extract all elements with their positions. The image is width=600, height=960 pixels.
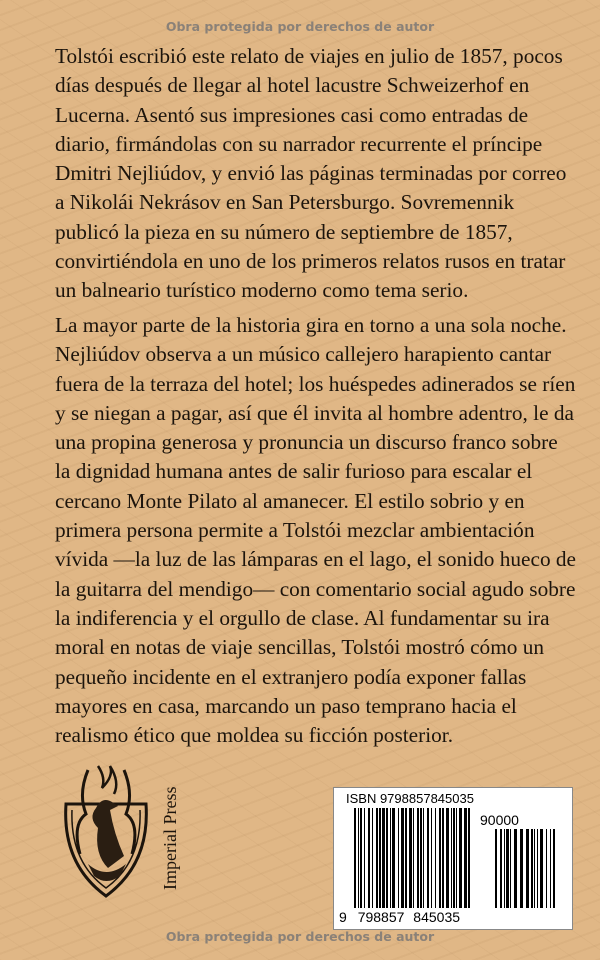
isbn-label: ISBN 9798857845035	[346, 791, 474, 806]
text-line: Dmitri Nejliúdov, y envió las páginas terminadas por correo	[55, 161, 567, 186]
barcode-bar	[459, 808, 462, 908]
barcode-bar	[427, 808, 429, 908]
barcode-bar	[550, 829, 551, 908]
text-line: publicó la pieza en su número de septiembre de 1857,	[55, 219, 513, 244]
text-line: una propina generosa y pronuncia un discurso franco sobre	[55, 430, 558, 455]
description-paragraph-2	[55, 311, 595, 750]
text-line: la indiferencia y el orgullo de clase. Al fundamentar su ira	[55, 605, 550, 630]
barcode-bar	[368, 808, 370, 908]
text-line: La mayor parte de la historia gira en torno a una sola noche.	[55, 313, 567, 337]
text-line: a Nikolái Nekrásov en San Petersburgo. Sovremennik	[55, 190, 515, 215]
barcode-group-1: 798857	[357, 909, 405, 925]
barcode-bar	[500, 829, 502, 908]
barcode-bar	[364, 808, 365, 908]
barcode-bar	[409, 808, 412, 908]
text-line: un balneario turístico moderno como tema serio.	[55, 278, 469, 303]
barcode-bar	[360, 808, 362, 908]
barcode-bar	[453, 808, 455, 908]
price-addon-code: 90000	[480, 812, 519, 828]
isbn-barcode	[333, 787, 573, 930]
barcode-bar	[420, 808, 422, 908]
barcode-bars	[334, 788, 572, 929]
text-line: diario, firmándolas con su narrador recurrente el príncipe	[55, 131, 543, 156]
barcode-bar	[495, 829, 497, 908]
barcode-bar	[417, 808, 419, 908]
barcode-bar	[546, 829, 547, 908]
watermark-top: Obra protegida por derechos de autor	[165, 19, 435, 34]
barcode-bar	[354, 808, 356, 908]
barcode-bar	[520, 829, 523, 908]
barcode-first-digit: 9	[339, 909, 347, 925]
text-line: y se niegan a pagar, así que él invita al hombre adentro, le da	[55, 400, 574, 425]
text-line: pequeño incidente en el extranjero podía exponer fallas	[55, 664, 527, 689]
text-line: días después de llegar al hotel lacustre Schweizerhof en	[55, 73, 530, 98]
text-line: primera persona permite a Tolstói mezclar ambientación	[55, 518, 535, 543]
barcode-bar	[442, 808, 444, 908]
barcode-bar	[531, 829, 533, 908]
barcode-bar	[398, 808, 399, 908]
barcode-bar	[413, 808, 414, 908]
barcode-bar	[446, 808, 449, 908]
text-line: fuera de la terraza del hotel; los huéspedes adinerados se ríen	[55, 371, 576, 396]
text-line: Nejliúdov observa a un músico callejero harapiento cantar	[55, 342, 552, 367]
barcode-bar	[392, 808, 395, 908]
barcode-bar	[464, 808, 467, 908]
text-line: convirtiéndola en uno de los primeros relatos rusos en tratar	[55, 249, 566, 274]
description-paragraph-1	[55, 42, 595, 306]
barcode-bar	[526, 829, 529, 908]
text-line: Lucerna. Asentó sus impresiones casi como entradas de	[55, 102, 529, 127]
barcode-bar	[423, 808, 424, 908]
barcode-bar	[376, 808, 378, 908]
barcode-bar	[382, 808, 385, 908]
barcode-bar	[451, 808, 452, 908]
phoenix-logo-icon	[58, 764, 154, 900]
barcode-bar	[405, 808, 407, 908]
text-line: la guitarra del mendigo— con comentario social agudo sobre	[55, 576, 576, 601]
barcode-bar	[468, 808, 470, 908]
barcode-bar	[372, 808, 373, 908]
barcode-bar	[504, 829, 505, 908]
text-line: vívida —la luz de las lámparas en el lago, el sonido hueco de	[55, 547, 577, 572]
barcode-group-2: 845035	[413, 909, 461, 925]
barcode-bar	[439, 808, 441, 908]
barcode-bar	[506, 829, 509, 908]
barcode-bar	[534, 829, 535, 908]
text-line: la dignidad humana antes de salir furioso para escalar el	[55, 459, 533, 484]
text-line: cercano Monte Pilato al amanecer. El estilo sobrio y en	[55, 488, 525, 513]
publisher-label: Imperial Press	[160, 786, 180, 890]
text-line: Tolstói escribió este relato de viajes en julio de 1857, pocos	[55, 44, 563, 68]
barcode-bar	[390, 808, 391, 908]
barcode-bar	[540, 829, 543, 908]
barcode-bar	[514, 829, 517, 908]
barcode-bar	[431, 808, 432, 908]
barcode-bar	[379, 808, 381, 908]
publisher-name	[152, 786, 192, 890]
text-line: realismo ético que moldea su ficción posterior.	[55, 723, 454, 748]
text-line: mayores en casa, marcando un paso temprano hacia el	[55, 693, 517, 718]
text-line: moral en notas de viaje sencillas, Tolstói mostró cómo un	[55, 635, 545, 660]
barcode-digits	[339, 909, 460, 925]
barcode-bar	[435, 808, 436, 908]
watermark-bottom: Obra protegida por derechos de autor	[165, 929, 435, 944]
barcode-bar	[358, 808, 359, 908]
barcode-bar	[510, 829, 511, 908]
barcode-bar	[386, 808, 388, 908]
barcode-bar	[401, 808, 404, 908]
barcode-bar	[537, 829, 538, 908]
barcode-bar	[456, 808, 457, 908]
barcode-bar	[553, 829, 555, 908]
